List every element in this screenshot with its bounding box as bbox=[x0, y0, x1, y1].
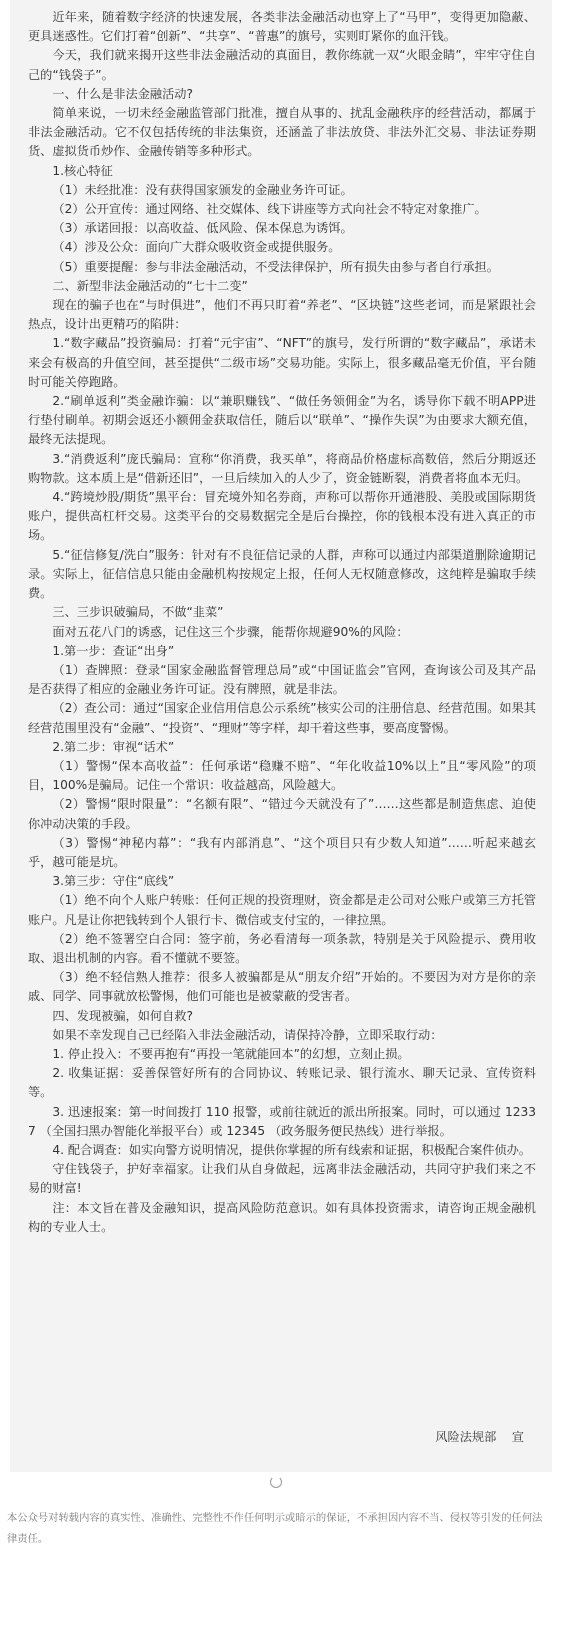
section-heading: 四、发现被骗，如何自救? bbox=[52, 1008, 193, 1023]
signature: 风险法规部 宣 bbox=[435, 1430, 524, 1444]
body-paragraph: 简单来说，一切未经金融监管部门批准，擅自从事的、扰乱金融秩序的经营活动，都属于非法金融活动。它不仅包括传统的非法集资，还涵盖了非法放贷、非法外汇交易、非法证券期货、虚拟货币炒作、金融传销等多种形式。 bbox=[28, 106, 536, 159]
list-item: 2.“刷单返利”类金融诈骗：以“兼职赚钱”、“做任务领佣金”为名，诱导你下载不明APP进行垫付刷单。初期会返还小额佣金获取信任，随后以“联单”、“操作失误”为由要求大额充值，最终无法提现。 bbox=[28, 394, 536, 447]
list-item: （5）重要提醒：参与非法金融活动，不受法律保护，所有损失由参与者自行承担。 bbox=[52, 259, 499, 274]
list-item: （2）查公司：通过“国家企业信用信息公示系统”核实公司的注册信息、经营范围。如果其经营范围里没有“金融”、“投资”、“理财”等字样，却干着这些事，要高度警惕。 bbox=[28, 701, 536, 735]
subsection-heading: 3.第三步：守住“底线” bbox=[52, 874, 175, 889]
closing-paragraph: 守住钱袋子，护好幸福家。让我们从自身做起，远离非法金融活动，共同守护我们来之不易的财富! bbox=[28, 1162, 536, 1196]
list-item: （2）警惕“限时限量”：“名额有限”、“错过今天就没有了”……这些都是制造焦虑、迫使你冲动决策的手段。 bbox=[28, 797, 536, 831]
loading-spinner-icon bbox=[270, 1476, 282, 1488]
list-item: 4.“跨境炒股/期货”黑平台：冒充境外知名券商，声称可以帮你开通港股、美股或国际期货账户，提供高杠杆交易。这类平台的交易数据完全是后台操控，你的钱根本没有进入真正的市场。 bbox=[28, 490, 536, 543]
list-item: （3）警惕“神秘内幕”：“我有内部消息”、“这个项目只有少数人知道”……听起来越玄乎，越可能是坑。 bbox=[28, 835, 536, 869]
list-item: （4）涉及公众：面向广大群众吸收资金或提供服务。 bbox=[52, 240, 341, 255]
section-heading: 二、新型非法金融活动的“七十二变” bbox=[52, 278, 248, 293]
list-item: 5.“征信修复/洗白”服务：针对有不良征信记录的人群，声称可以通过内部渠道删除逾期记录。实际上，征信信息只能由金融机构按规定上报，任何人无权随意修改，这纯粹是骗取手续费。 bbox=[28, 547, 536, 601]
body-paragraph: 面对五花八门的诱惑，记住这三个步骤，能帮你规避90%的风险： bbox=[52, 624, 409, 639]
list-item: 1.“数字藏品”投资骗局：打着“元宇宙”、“NFT”的旗号，发行所谓的“数字藏品”，承诺未来会有极高的升值空间，甚至提供“二级市场”交易功能。实际上，很多藏品毫无价值，平台随时可能关停跑路。 bbox=[28, 336, 536, 389]
list-item: （3）绝不轻信熟人推荐：很多人被骗都是从“朋友介绍”开始的。不要因为对方是你的亲戚、同学、同事就放松警惕，他们可能也是被蒙蔽的受害者。 bbox=[28, 970, 536, 1004]
list-item: （3）承诺回报：以高收益、低风险、保本保息为诱饵。 bbox=[52, 221, 353, 236]
footer-disclaimer: 本公众号对转载内容的真实性、准确性、完整性不作任何明示或暗示的保证，不承担因内容不当、侵权等引发的任何法律责任。 bbox=[7, 1512, 543, 1545]
list-item: 2. 收集证据：妥善保管好所有的合同协议、转账记录、银行流水、聊天记录、宣传资料等。 bbox=[28, 1066, 536, 1100]
list-item: （2）公开宣传：通过网络、社交媒体、线下讲座等方式向社会不特定对象推广。 bbox=[52, 202, 487, 217]
subsection-heading: 1.核心特征 bbox=[52, 163, 113, 178]
list-item: 3.“消费返利”庞氏骗局：宣称“你消费，我买单”，将商品价格虚标高数倍，然后分期返还购物款。这本质上是“借新还旧”，一旦后续加入的人少了，资金链断裂，消费者将血本无归。 bbox=[28, 451, 536, 485]
note-paragraph: 注：本文旨在普及金融知识，提高风险防范意识。如有具体投资需求，请咨询正规金融机构的专业人士。 bbox=[28, 1200, 536, 1234]
section-heading: 三、三步识破骗局，不做“韭菜” bbox=[52, 605, 224, 620]
subsection-heading: 1.第一步：查证“出身” bbox=[52, 643, 175, 658]
article-card bbox=[10, 0, 552, 1472]
article-body bbox=[28, 8, 536, 1237]
list-item: 1. 停止投入：不要再抱有“再投一笔就能回本”的幻想，立刻止损。 bbox=[52, 1046, 410, 1061]
section-heading: 一、什么是非法金融活动? bbox=[52, 86, 193, 101]
list-item: （1）未经批准：没有获得国家颁发的金融业务许可证。 bbox=[52, 182, 353, 197]
body-paragraph: 如果不幸发现自己已经陷入非法金融活动，请保持冷静，立即采取行动： bbox=[52, 1027, 443, 1042]
body-paragraph: 现在的骗子也在“与时俱进”，他们不再只盯着“养老”、“区块链”这些老词，而是紧跟社会热点，设计出更精巧的陷阱： bbox=[28, 298, 536, 332]
list-item: （1）绝不向个人账户转账：任何正规的投资理财，资金都是走公司对公账户或第三方托管账户。凡是让你把钱转到个人银行卡、微信或支付宝的，一律拉黑。 bbox=[28, 893, 536, 927]
subsection-heading: 2.第二步：审视“话术” bbox=[52, 739, 175, 754]
intro-paragraph: 今天，我们就来揭开这些非法金融活动的真面目，教你练就一双“火眼金睛”，牢牢守住自己的“钱袋子”。 bbox=[28, 48, 536, 82]
list-item: （1）警惕“保本高收益”：任何承诺“稳赚不赔”、“年化收益10%以上”且“零风险”的项目，100%是骗局。记住一个常识：收益越高，风险越大。 bbox=[28, 758, 536, 793]
list-item: （2）绝不签署空白合同：签字前，务必看清每一项条款，特别是关于风险提示、费用收取、退出机制的内容。看不懂就不要签。 bbox=[28, 931, 536, 965]
list-item: （1）查牌照：登录“国家金融监督管理总局”或“中国证监会”官网，查询该公司及其产品是否获得了相应的金融业务许可证。没有牌照，就是非法。 bbox=[28, 662, 536, 697]
list-item: 3. 迅速报案：第一时间拨打 110 报警，或前往就近的派出所报案。同时，可以通过 12337 （全国扫黑办智能化举报平台）或 12345 （政务服务便民热线）进行举报。 bbox=[28, 1104, 536, 1138]
intro-paragraph: 近年来，随着数字经济的快速发展，各类非法金融活动也穿上了“马甲”，变得更加隐蔽、更具迷惑性。它们打着“创新”、“共享”、“普惠”的旗号，实则盯紧你的血汗钱。 bbox=[28, 10, 536, 44]
list-item: 4. 配合调查：如实向警方说明情况，提供你掌握的所有线索和证据，积极配合案件侦办。 bbox=[52, 1142, 532, 1157]
